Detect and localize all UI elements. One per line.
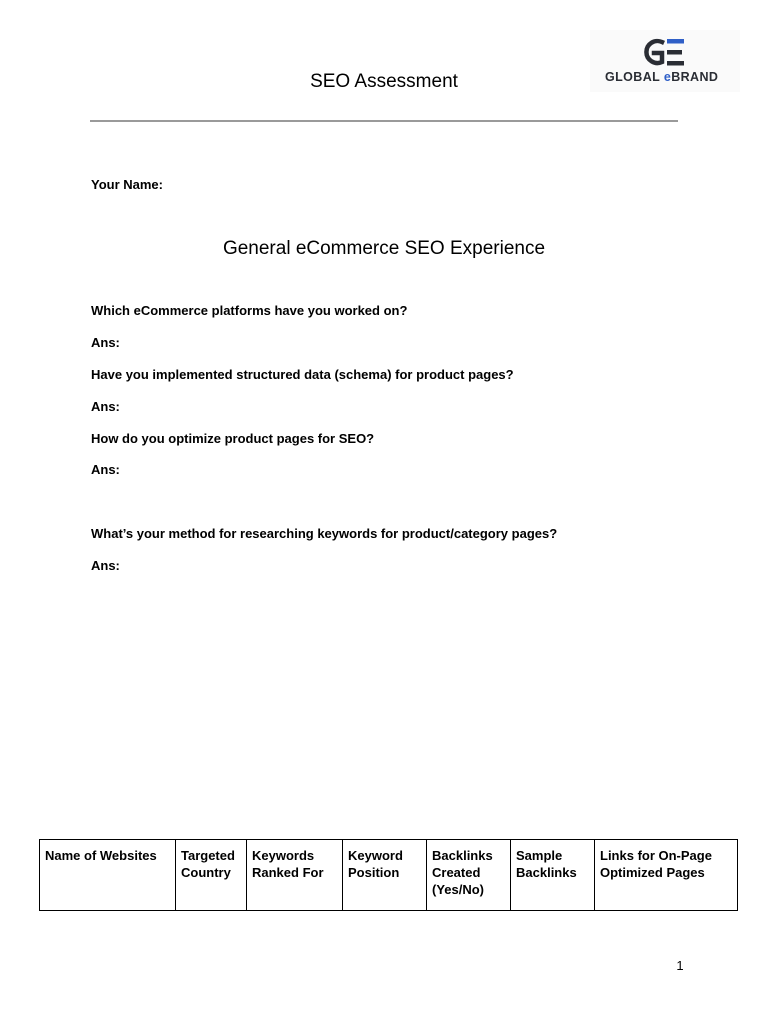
name-label: Your Name: <box>91 177 163 192</box>
header-name-of-websites: Name of Websites <box>40 840 176 911</box>
table-header-row <box>40 840 738 911</box>
websites-table <box>39 839 738 911</box>
header-divider <box>90 120 678 122</box>
brand-accent: e <box>663 70 672 84</box>
header-targeted-country: Targeted Country <box>176 840 247 911</box>
header-keyword-position: Keyword Position <box>343 840 427 911</box>
answer-4-label: Ans: <box>91 558 120 573</box>
question-1: Which eCommerce platforms have you worked on? <box>91 303 408 318</box>
page-number: 1 <box>676 958 684 973</box>
answer-3-label: Ans: <box>91 462 120 477</box>
question-2: Have you implemented structured data (schema) for product pages? <box>91 367 514 382</box>
question-4: What’s your method for researching keywords for product/category pages? <box>91 526 558 541</box>
answer-2-label: Ans: <box>91 399 120 414</box>
header-backlinks-created: Backlinks Created (Yes/No) <box>427 840 511 911</box>
brand-prefix: GLOBAL <box>605 70 664 84</box>
header-keywords-ranked-for: Keywords Ranked For <box>247 840 343 911</box>
global-ebrand-logo-icon <box>640 36 690 68</box>
answer-1-label: Ans: <box>91 335 120 350</box>
question-3: How do you optimize product pages for SEO? <box>91 431 375 446</box>
brand-suffix: BRAND <box>671 70 719 84</box>
section-title: General eCommerce SEO Experience <box>222 238 546 259</box>
header-sample-backlinks: Sample Backlinks <box>511 840 595 911</box>
document-title: SEO Assessment <box>310 71 458 92</box>
header-on-page-links: Links for On-Page Optimized Pages <box>595 840 738 911</box>
